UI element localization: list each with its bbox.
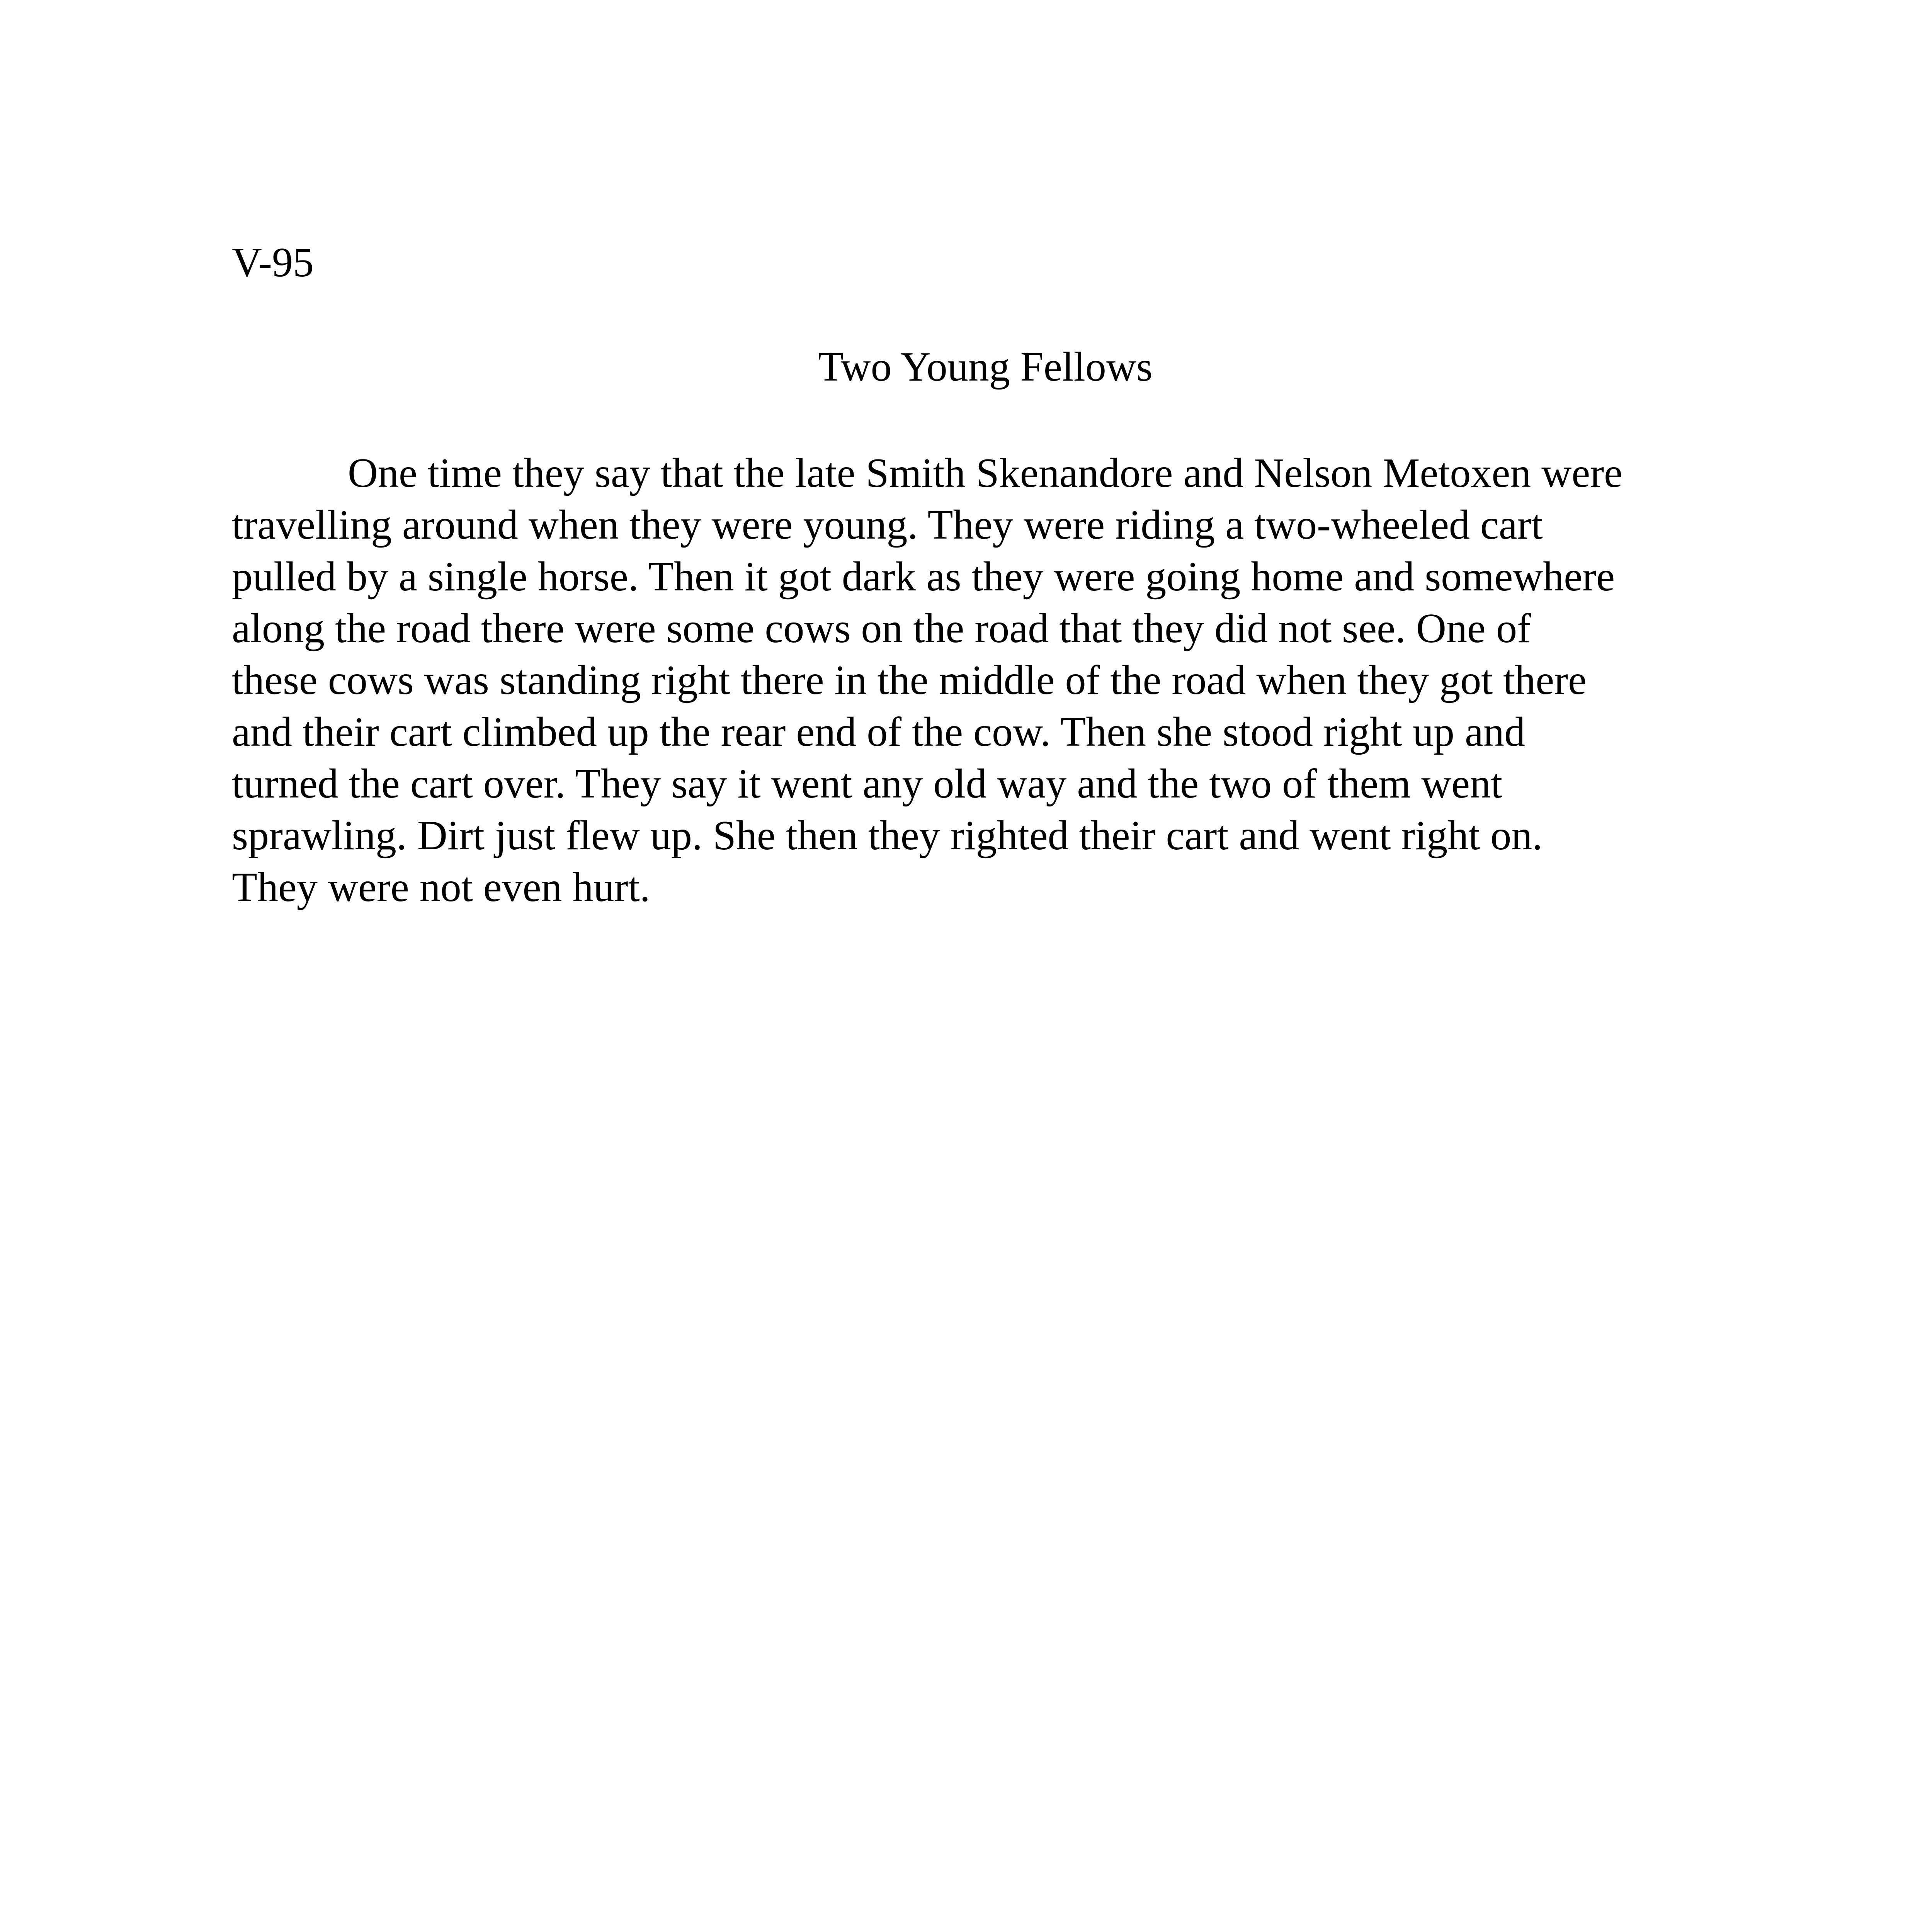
document-id: V-95 <box>232 240 314 286</box>
text-line: along the road there were some cows on the road that they did not see. One of <box>232 605 1531 651</box>
text-line: sprawling. Dirt just flew up. She then they righted their cart and went right on. <box>232 813 1543 859</box>
text-line: They were not even hurt. <box>232 864 650 910</box>
text-line: travelling around when they were young. They were riding a two-wheeled cart <box>232 502 1543 548</box>
text-line: turned the cart over. They say it went any old way and the two of them went <box>232 761 1503 807</box>
text-line: pulled by a single horse. Then it got dark as they were going home and somewhere <box>232 554 1615 600</box>
story-paragraph <box>232 447 1739 913</box>
text-line: these cows was standing right there in the middle of the road when they got there <box>232 657 1587 703</box>
text-line: One time they say that the late Smith Skenandore and Nelson Metoxen were <box>348 450 1623 496</box>
text-line: and their cart climbed up the rear end of the cow. Then she stood right up and <box>232 709 1525 755</box>
document-title: Two Young Fellows <box>818 344 1153 390</box>
